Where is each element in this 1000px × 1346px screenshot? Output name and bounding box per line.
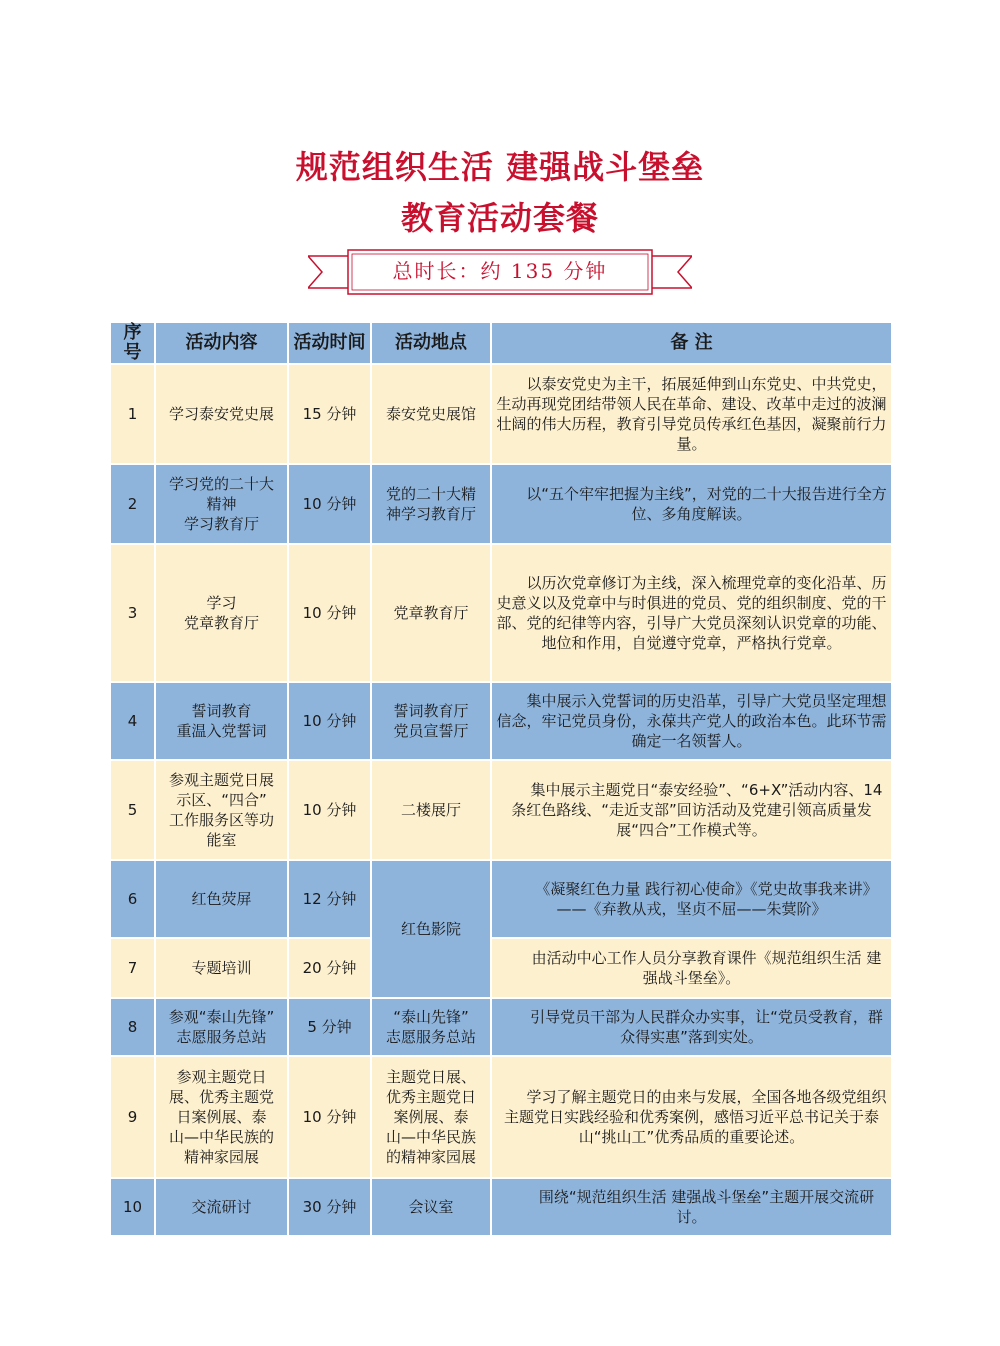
row-note: 学习了解主题党日的由来与发展，全国各地各级党组织主题党日实践经验和优秀案例，感悟习近平总书记关于泰山“挑山工”优秀品质的重要论述。 (491, 1056, 892, 1178)
row-time: 30 分钟 (288, 1178, 371, 1236)
row-no: 5 (110, 760, 155, 860)
table-row (110, 364, 892, 464)
row-content: 交流研讨 (155, 1178, 288, 1236)
row-content: 学习泰安党史展 (155, 364, 288, 464)
row-no: 1 (110, 364, 155, 464)
header-note: 备 注 (491, 322, 892, 364)
row-no: 8 (110, 998, 155, 1056)
page-title-line1: 规范组织生活 建强战斗堡垒 (295, 148, 705, 186)
row-place-merged: 红色影院 (371, 860, 491, 998)
row-note: 集中展示入党誓词的历史沿革，引导广大党员坚定理想信念，牢记党员身份，永葆共产党人的政治本色。此环节需确定一名领誓人。 (491, 682, 892, 760)
row-place: 会议室 (371, 1178, 491, 1236)
row-time: 10 分钟 (288, 760, 371, 860)
table-row (110, 998, 892, 1056)
header-content: 活动内容 (155, 322, 288, 364)
table-row (110, 760, 892, 860)
page-title-line2: 教育活动套餐 (400, 199, 599, 237)
row-time: 10 分钟 (288, 464, 371, 544)
total-duration: 总时长：约 135 分钟 (392, 259, 608, 283)
duration-ribbon (308, 246, 692, 298)
row-time: 10 分钟 (288, 682, 371, 760)
row-place: 泰安党史展馆 (371, 364, 491, 464)
row-no: 2 (110, 464, 155, 544)
row-content: 学习党的二十大 精神 学习教育厅 (155, 464, 288, 544)
row-no: 6 (110, 860, 155, 938)
row-time: 5 分钟 (288, 998, 371, 1056)
row-time: 10 分钟 (288, 544, 371, 682)
row-content: 誓词教育 重温入党誓词 (155, 682, 288, 760)
row-content: 参观主题党日展 示区、“四合” 工作服务区等功 能室 (155, 760, 288, 860)
table-row (110, 938, 892, 998)
row-no: 7 (110, 938, 155, 998)
header-time: 活动时间 (288, 322, 371, 364)
row-time: 10 分钟 (288, 1056, 371, 1178)
header-no: 序号 (110, 322, 155, 364)
row-note: 围绕“规范组织生活 建强战斗堡垒”主题开展交流研讨。 (491, 1178, 892, 1236)
row-note: 引导党员干部为人民群众办实事，让“党员受教育，群众得实惠”落到实处。 (491, 998, 892, 1056)
row-content: 红色荧屏 (155, 860, 288, 938)
header-place: 活动地点 (371, 322, 491, 364)
row-no: 3 (110, 544, 155, 682)
row-place: 党章教育厅 (371, 544, 491, 682)
row-time: 20 分钟 (288, 938, 371, 998)
row-place: 誓词教育厅 党员宣誓厅 (371, 682, 491, 760)
row-place: 二楼展厅 (371, 760, 491, 860)
table-row (110, 1056, 892, 1178)
row-time: 15 分钟 (288, 364, 371, 464)
row-place: 党的二十大精 神学习教育厅 (371, 464, 491, 544)
row-content: 专题培训 (155, 938, 288, 998)
row-no: 9 (110, 1056, 155, 1178)
activity-table (109, 321, 893, 1237)
row-note: 由活动中心工作人员分享教育课件《规范组织生活 建强战斗堡垒》。 (491, 938, 892, 998)
table-row (110, 682, 892, 760)
table-row (110, 1178, 892, 1236)
table-row (110, 464, 892, 544)
row-time: 12 分钟 (288, 860, 371, 938)
row-no: 4 (110, 682, 155, 760)
table-row (110, 860, 892, 938)
row-content: 参观主题党日 展、优秀主题党 日案例展、泰 山—中华民族的 精神家园展 (155, 1056, 288, 1178)
row-note: 以历次党章修订为主线，深入梳理党章的变化沿革、历史意义以及党章中与时俱进的党员、党的组织制度、党的干部、党的纪律等内容，引导广大党员深刻认识党章的功能、地位和作用，自觉遵守党章，严格执行党章。 (491, 544, 892, 682)
row-place: “泰山先锋” 志愿服务总站 (371, 998, 491, 1056)
row-note: 以“五个牢牢把握为主线”，对党的二十大报告进行全方位、多角度解读。 (491, 464, 892, 544)
table-header-row (110, 322, 892, 364)
row-note: 《凝聚红色力量 践行初心使命》《党史故事我来讲》——《弃教从戎，坚贞不屈——朱蓂阶》 (491, 860, 892, 938)
row-note: 以泰安党史为主干，拓展延伸到山东党史、中共党史，生动再现党团结带领人民在革命、建设、改革中走过的波澜壮阔的伟大历程，教育引导党员传承红色基因，凝聚前行力量。 (491, 364, 892, 464)
row-note: 集中展示主题党日“泰安经验”、“6+X”活动内容、14 条红色路线、“走近支部”回访活动及党建引领高质量发展“四合”工作模式等。 (491, 760, 892, 860)
table-row (110, 544, 892, 682)
row-content: 学习 党章教育厅 (155, 544, 288, 682)
row-place: 主题党日展、 优秀主题党日 案例展、泰 山—中华民族 的精神家园展 (371, 1056, 491, 1178)
row-content: 参观“泰山先锋” 志愿服务总站 (155, 998, 288, 1056)
row-no: 10 (110, 1178, 155, 1236)
